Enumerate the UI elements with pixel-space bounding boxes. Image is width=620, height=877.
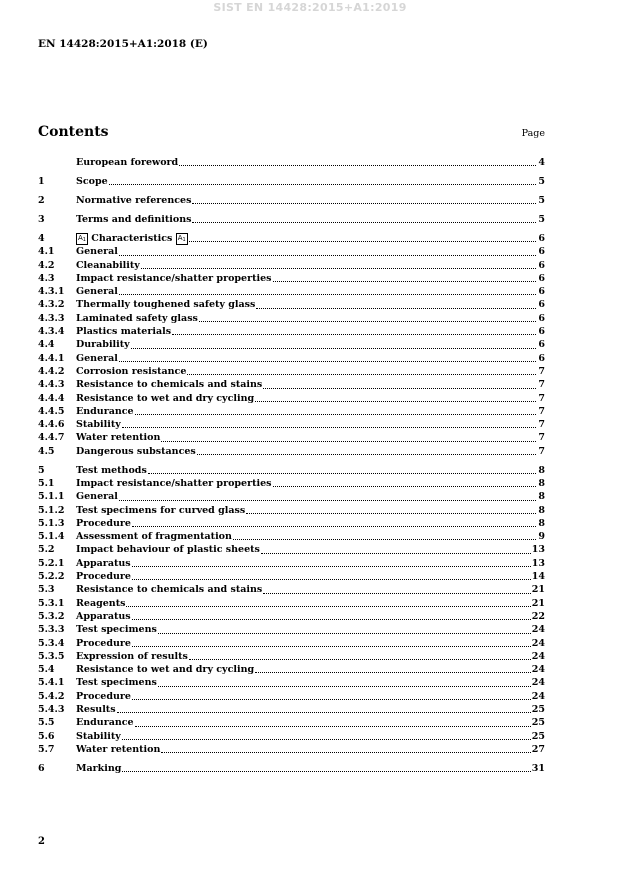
toc-section-number: 5.3 [38,584,55,596]
toc-page-number: 7 [538,365,545,377]
toc-section-number: 5.3.3 [38,624,65,636]
toc-dot-leader [246,512,536,514]
toc-page-number: 8 [538,491,545,503]
toc-entry[interactable] [38,194,545,207]
toc-section-title: Apparatus [76,557,131,569]
toc-entry[interactable] [38,445,545,458]
toc-page-number: 13 [531,544,545,556]
toc-page-number: 6 [538,272,545,284]
toc-entry[interactable] [38,175,545,188]
toc-section-title: Test specimens [76,624,157,636]
toc-entry[interactable] [38,530,545,543]
toc-section-title: Scope [76,175,108,187]
toc-section-title: Procedure [76,571,131,583]
toc-dot-leader [132,578,531,580]
toc-dot-leader [132,698,531,700]
toc-section-number: 4.2 [38,259,55,271]
toc-section-number: 6 [38,762,45,774]
toc-page-number: 31 [531,762,545,774]
toc-dot-leader [119,293,536,295]
toc-page-number: 7 [538,392,545,404]
toc-entry[interactable] [38,464,545,477]
toc-page-number: 4 [538,157,545,168]
toc-section-title: Laminated safety glass [76,312,198,324]
toc-page-number: 5 [538,194,545,206]
toc-dot-leader [122,770,530,772]
toc-dot-leader [189,240,536,242]
toc-dot-leader [273,485,537,487]
toc-dot-leader [131,347,536,349]
toc-page-number: 6 [538,339,545,351]
toc-section-number: 4.1 [38,246,55,258]
toc-dot-leader [261,552,531,554]
toc-section-number: 5.4.2 [38,690,65,702]
toc-page-number: 24 [531,677,545,689]
toc-section-number: 4.4.1 [38,352,65,364]
amendment-end-marker: $A_1$ [177,233,186,243]
toc-entry[interactable] [38,650,545,663]
toc-dot-leader [263,387,536,389]
toc-page-number: 25 [531,717,545,729]
toc-entry[interactable] [38,392,545,405]
toc-page-number: 6 [538,352,545,364]
toc-section-number: 5.4 [38,664,55,676]
toc-section-number: 4.3.1 [38,286,65,298]
toc-entry[interactable] [38,418,545,431]
toc-section-title: Terms and definitions [76,213,192,225]
toc-entry[interactable] [38,716,545,729]
toc-section-number: 5.3.5 [38,650,65,662]
toc-dot-leader [135,725,531,727]
toc-dot-leader [172,333,536,335]
toc-entry[interactable] [38,663,545,676]
toc-page-number: 6 [538,259,545,271]
toc-section-number: 5 [38,464,45,476]
toc-dot-leader [161,751,530,753]
toc-dot-leader [192,202,536,204]
toc-section-title: Impact behaviour of plastic sheets [76,544,260,556]
toc-dot-leader [141,267,536,269]
toc-entry[interactable] [38,477,545,490]
toc-section-title: Water retention [76,743,161,755]
toc-section-title: Corrosion resistance [76,365,187,377]
toc-dot-leader [263,592,531,594]
toc-entry[interactable] [38,610,545,623]
toc-dot-leader [192,221,536,223]
toc-section-title: Resistance to wet and dry cycling [76,392,255,404]
toc-section-number: 5.2.2 [38,571,65,583]
toc-dot-leader [255,671,531,673]
toc-entry[interactable] [38,490,545,503]
toc-section-title: Procedure [76,690,131,702]
toc-entry[interactable] [38,762,545,775]
toc-page-number: 8 [538,477,545,489]
toc-section-title: Assessment of fragmentation [76,531,232,543]
toc-section-number: 5.2.1 [38,557,65,569]
toc-entry[interactable] [38,743,545,756]
toc-dot-leader [158,632,531,634]
toc-section-number: 2 [38,194,45,206]
toc-section-number: 4.4.5 [38,405,65,417]
toc-dot-leader [199,320,536,322]
toc-section-title: Cleanability [76,259,140,271]
toc-page-number: 25 [531,730,545,742]
toc-section-number: 5.1.1 [38,491,65,503]
toc-entry[interactable] [38,623,545,636]
toc-entry[interactable] [38,431,545,444]
toc-dot-leader [273,280,537,282]
toc-page-number: 7 [538,405,545,417]
toc-entry[interactable] [38,325,545,338]
toc-page-number: 13 [531,557,545,569]
toc-section-title: European foreword [76,157,179,168]
toc-dot-leader [109,183,536,185]
toc-dot-leader [132,618,531,620]
toc-entry[interactable] [38,703,545,716]
toc-section-title: Test specimens [76,677,157,689]
toc-dot-leader [158,685,531,687]
toc-dot-leader [255,400,536,402]
toc-page-number: 6 [538,312,545,324]
toc-page-number: 25 [531,704,545,716]
toc-page-number: 8 [538,464,545,476]
toc-page-number: 22 [531,610,545,622]
toc-entry[interactable] [38,285,545,298]
toc-dot-leader [256,307,536,309]
page-number: 2 [38,836,45,847]
toc-section-number: 4.4 [38,339,55,351]
toc-dot-leader [119,499,536,501]
toc-page-number: 7 [538,379,545,391]
toc-page-number: 8 [538,517,545,529]
toc-section-number: 5.1.4 [38,531,65,543]
toc-dot-leader [132,525,536,527]
toc-page-number: 6 [538,246,545,258]
toc-section-title: Resistance to chemicals and stains [76,379,263,391]
toc-dot-leader [132,565,531,567]
toc-section-number: 3 [38,213,45,225]
toc-entry[interactable] [38,312,545,325]
toc-section-title: Thermally toughened safety glass [76,299,256,311]
toc-section-title: Impact resistance/shatter properties [76,477,272,489]
toc-page-number: 9 [538,531,545,543]
toc-section-title: Procedure [76,517,131,529]
toc-page-number: 6 [538,326,545,338]
toc-page-number: 5 [538,213,545,225]
toc-section-title: Expression of results [76,650,188,662]
toc-section-number: 4.4.6 [38,419,65,431]
contents-heading: Contents [38,124,109,140]
toc-section-title: General [76,352,118,364]
toc-page-number: 24 [531,664,545,676]
toc-page-number: 14 [531,571,545,583]
document-id: EN 14428:2015+A1:2018 (E) [38,38,208,50]
toc-dot-leader [161,440,536,442]
toc-entry[interactable] [38,517,545,530]
toc-page-number: 6 [538,299,545,311]
watermark: SIST EN 14428:2015+A1:2019 [213,1,407,14]
toc-page-number: 27 [531,743,545,755]
toc-section-number: 5.3.4 [38,637,65,649]
toc-section-title: Marking [76,762,122,774]
toc-entry[interactable] [38,213,545,226]
toc-page-number: 5 [538,175,545,187]
toc-dot-leader [135,413,536,415]
toc-entry[interactable] [38,504,545,517]
toc-section-number: 4.4.2 [38,365,65,377]
toc-section-title: General [76,246,118,258]
toc-section-title: Plastics materials [76,326,172,338]
toc-section-number: 5.3.2 [38,610,65,622]
toc-entry[interactable] [38,378,545,391]
toc-section-title: Stability [76,419,121,431]
amendment-start-marker: $A_1$ [78,233,86,243]
toc-entry[interactable] [38,365,545,378]
toc-page-number: 21 [531,584,545,596]
toc-entry[interactable] [38,730,545,743]
toc-entry[interactable] [38,232,545,245]
toc-dot-leader [189,658,531,660]
toc-section-number: 4.4.4 [38,392,65,404]
toc-entry[interactable] [38,543,545,556]
toc-section-number: 5.4.1 [38,677,65,689]
toc-section-number: 4.3.2 [38,299,65,311]
toc-entry[interactable] [38,570,545,583]
toc-entry[interactable] [38,676,545,689]
toc-section-title: Test specimens for curved glass [76,504,246,516]
toc-section-title: Reagents [76,597,126,609]
toc-section-number: 4 [38,232,45,244]
toc-page-number: 7 [538,432,545,444]
toc-section-number: 5.1.3 [38,517,65,529]
toc-section-number: 5.7 [38,743,55,755]
toc-section-title: Endurance [76,405,134,417]
toc-section-title: General [76,286,118,298]
toc-entry[interactable] [38,583,545,596]
toc-entry[interactable] [38,338,545,351]
toc-section-title: Stability [76,730,121,742]
toc-section-title: Impact resistance/shatter properties [76,272,272,284]
toc-section-number: 4.4.3 [38,379,65,391]
toc-section-title: Durability [76,339,130,351]
toc-section-title: General [76,491,118,503]
toc-section-number: 5.6 [38,730,55,742]
toc-page-number: 6 [538,232,545,244]
toc-section-title: Resistance to chemicals and stains [76,584,263,596]
toc-dot-leader [179,164,536,166]
toc-section-title: Normative references [76,194,192,206]
toc-section-title: Procedure [76,637,131,649]
toc-entry[interactable] [38,245,545,258]
toc-dot-leader [119,254,536,256]
toc-entry[interactable] [38,557,545,570]
toc-entry[interactable] [38,637,545,650]
toc-page-number: 7 [538,419,545,431]
toc-section-title: Resistance to wet and dry cycling [76,664,255,676]
toc-section-title: Endurance [76,717,134,729]
toc-section-number: 5.3.1 [38,597,65,609]
toc-section-number: 5.4.3 [38,704,65,716]
toc-entry[interactable] [38,405,545,418]
toc-dot-leader [187,373,536,375]
toc-page-number: 24 [531,650,545,662]
toc-entry[interactable] [38,690,545,703]
toc-dot-leader [117,711,531,713]
toc-dot-leader [132,645,531,647]
toc-section-title: Apparatus [76,610,131,622]
toc-section-number: 1 [38,175,45,187]
toc-section-number: 4.5 [38,445,55,457]
toc-page-number: 6 [538,286,545,298]
toc-section-title: Water retention [76,432,161,444]
toc-section-title: Test methods [76,464,147,476]
toc-page-number: 7 [538,445,545,457]
toc-page-number: 24 [531,624,545,636]
table-of-contents [38,156,545,775]
toc-entry[interactable] [38,352,545,365]
toc-dot-leader [233,538,536,540]
toc-dot-leader [197,453,536,455]
toc-page-number: 24 [531,690,545,702]
toc-section-number: 4.3.4 [38,326,65,338]
toc-section-number: 5.2 [38,544,55,556]
toc-entry[interactable] [38,259,545,272]
toc-section-number: 4.3 [38,272,55,284]
toc-page-number: 24 [531,637,545,649]
toc-page-number: 21 [531,597,545,609]
toc-dot-leader [122,738,531,740]
toc-dot-leader [119,360,536,362]
toc-entry[interactable] [38,298,545,311]
toc-section-number: 5.5 [38,717,55,729]
toc-dot-leader [126,605,530,607]
toc-dot-leader [122,426,536,428]
toc-entry[interactable] [38,156,545,169]
toc-section-number: 4.4.7 [38,432,65,444]
page-column-label: Page [521,128,545,139]
toc-page-number: 8 [538,504,545,516]
toc-section-number: 5.1.2 [38,504,65,516]
toc-section-title: Dangerous substances [76,445,196,457]
toc-section-number: 5.1 [38,477,55,489]
toc-section-title: Results [76,704,116,716]
toc-dot-leader [148,472,536,474]
toc-entry[interactable] [38,272,545,285]
toc-section-title: $A_1$ Characteristics $A_1$ [78,232,186,244]
toc-entry[interactable] [38,597,545,610]
toc-section-number: 4.3.3 [38,312,65,324]
